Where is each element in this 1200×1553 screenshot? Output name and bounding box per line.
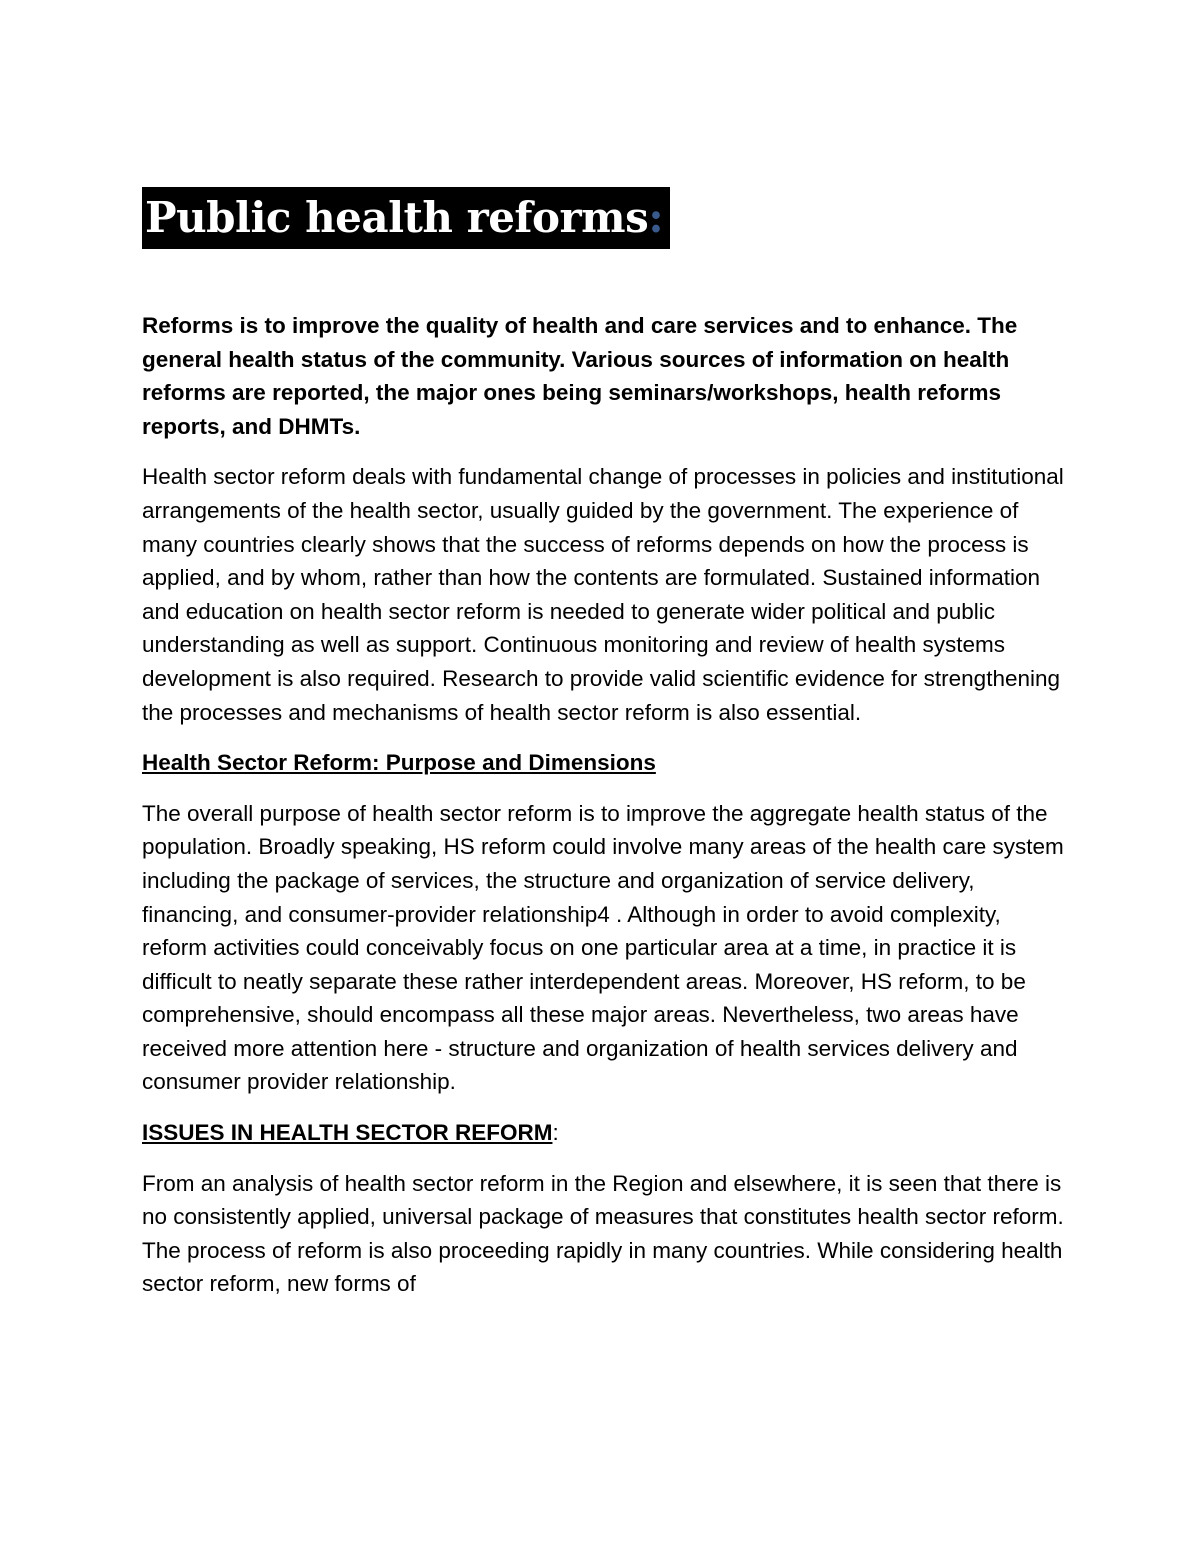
section-heading-issues-text: ISSUES IN HEALTH SECTOR REFORM — [142, 1120, 553, 1146]
paragraph-overall-purpose: The overall purpose of health sector reform is to improve the aggregate health status of the population. Broadly speaking, HS reform could involve many areas of the health care system including the package of services, the structure and organization of service delivery, financing, and consumer-provider relationship4 . Although in order to avoid complexity, reform activities could conceivably focus on one particular area at a time, in practice it is difficult to neatly separate these rather interdependent areas. Moreover, HS reform, to be comprehensive, should encompass all these major areas. Nevertheless, two areas have received more attention here - structure and organization of health services delivery and consumer provider relationship. — [142, 800, 1064, 1095]
document-body — [142, 187, 1072, 1301]
section-heading-issues-colon: : — [552, 1120, 559, 1146]
section-heading-purpose — [142, 746, 1072, 780]
section-heading-issues — [142, 1116, 1072, 1150]
page-title: Public health reforms — [145, 193, 649, 242]
paragraph-health-sector-reform: Health sector reform deals with fundamental change of processes in policies and institutional arrangements of the health sector, usually guided by the government. The experience of many countries clearly shows that the success of reforms depends on how the process is applied, and by whom, rather than how the contents are formulated. Sustained information and education on health sector reform is needed to generate wider political and public understanding as well as support. Continuous monitoring and review of health systems development is also required. Research to provide valid scientific evidence for strengthening the processes and mechanisms of health sector reform is also essential. — [142, 464, 1064, 725]
title-highlight — [142, 187, 670, 249]
page-title-colon: : — [648, 193, 664, 242]
section-heading-purpose-text: Health Sector Reform: Purpose and Dimensions — [142, 750, 656, 776]
paragraph-issues: From an analysis of health sector reform in the Region and elsewhere, it is seen that there is no consistently applied, universal package of measures that constitutes health sector reform. The process of reform is also proceeding rapidly in many countries. While considering health sector reform, new forms of — [142, 1170, 1064, 1297]
intro-paragraph: Reforms is to improve the quality of health and care services and to enhance. The general health status of the community. Various sources of information on health reforms are reported, the major ones being seminars/workshops, health reforms reports, and DHMTs. — [142, 313, 1018, 439]
